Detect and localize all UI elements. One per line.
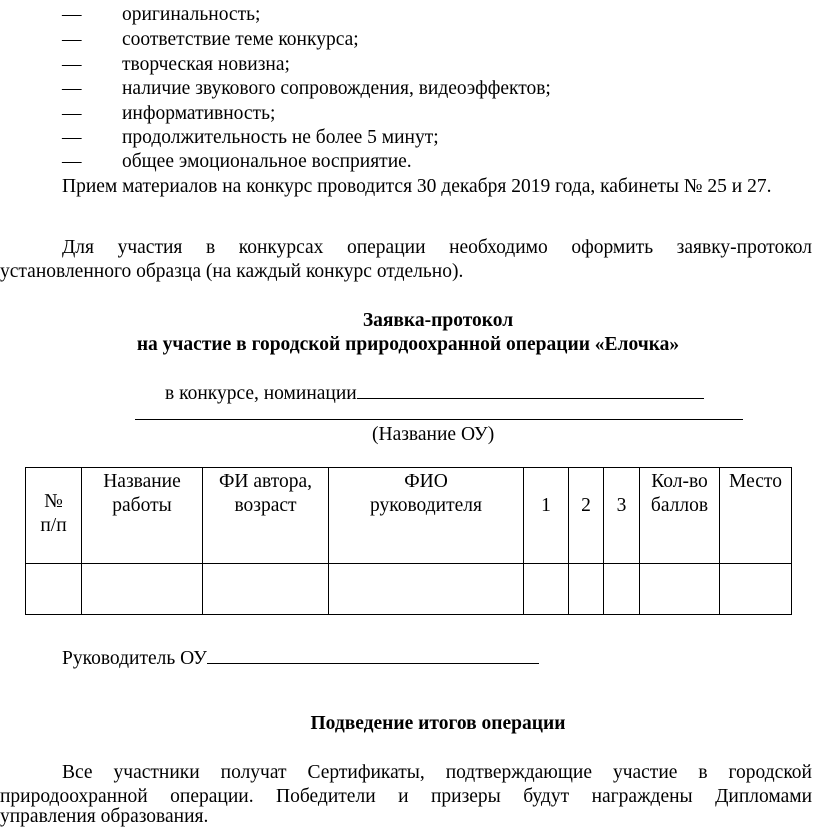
- header-place: Место: [720, 468, 792, 564]
- word: конкурсах: [238, 237, 324, 258]
- results-line-3: управления образования.: [0, 806, 209, 827]
- criteria-item: наличие звукового сопровождения, видеоэффектов;: [122, 78, 551, 99]
- participation-line-1: [62, 237, 812, 259]
- criteria-item: творческая новизна;: [122, 54, 290, 75]
- table-cell[interactable]: [203, 564, 329, 615]
- header-criterion-1: 1: [524, 468, 569, 564]
- table-row: [26, 564, 792, 615]
- criteria-dash: —: [62, 54, 82, 75]
- word: операции: [346, 237, 426, 258]
- criteria-dash: —: [62, 151, 82, 172]
- results-title: Подведение итогов операции: [310, 713, 566, 734]
- nomination-field[interactable]: [357, 380, 704, 399]
- participation-line-2: установленного образца (на каждый конкурс отдельно).: [0, 261, 464, 282]
- criteria-dash: —: [62, 78, 82, 99]
- table-cell[interactable]: [569, 564, 604, 615]
- header-num-line: №: [44, 491, 63, 512]
- criteria-item: продолжительность не более 5 минут;: [122, 127, 439, 148]
- header-leader-line: ФИО: [404, 471, 448, 492]
- header-score: [640, 468, 720, 564]
- word: операции.: [170, 786, 254, 807]
- word: в: [698, 762, 708, 783]
- word: подтверждающие: [445, 762, 592, 783]
- criteria-dash: —: [62, 4, 82, 25]
- word: будут: [523, 786, 570, 807]
- criteria-item: общее эмоциональное восприятие.: [122, 151, 412, 172]
- header-score-line: Кол-во: [651, 471, 708, 492]
- table-cell[interactable]: [524, 564, 569, 615]
- criteria-item: информативность;: [122, 103, 276, 124]
- header-leader-line: руководителя: [370, 495, 482, 516]
- table-cell[interactable]: [720, 564, 792, 615]
- leader-field[interactable]: [207, 645, 539, 664]
- criteria-dash: —: [62, 29, 82, 50]
- word: заявку-протокол: [676, 237, 813, 258]
- form-subtitle: на участие в городской природоохранной операции «Елочка»: [136, 334, 680, 355]
- criteria-item: оригинальность;: [122, 4, 261, 25]
- word: Победители: [276, 786, 376, 807]
- word: в: [205, 237, 216, 258]
- word: природоохранной: [0, 786, 148, 807]
- ou-name-field[interactable]: [135, 404, 743, 420]
- word: участники: [113, 762, 200, 783]
- header-author: [203, 468, 329, 564]
- protocol-table: [25, 467, 792, 615]
- results-line-1: [62, 762, 812, 784]
- word: участия: [117, 237, 183, 258]
- table-cell[interactable]: [82, 564, 203, 615]
- nomination-line: [165, 380, 704, 405]
- table-cell[interactable]: [604, 564, 640, 615]
- header-num-line: п/п: [40, 515, 67, 536]
- word: награждены: [591, 786, 693, 807]
- leader-label: Руководитель ОУ: [62, 648, 207, 669]
- header-criterion-3: 3: [604, 468, 640, 564]
- reception-text: Прием материалов на конкурс проводится 30 декабря 2019 года, кабинеты № 25 и 27.: [62, 176, 772, 197]
- table-header-row: [26, 468, 792, 564]
- table-cell[interactable]: [329, 564, 524, 615]
- table-cell[interactable]: [26, 564, 82, 615]
- word: получат: [220, 762, 287, 783]
- word: необходимо: [449, 237, 548, 258]
- word: городской: [728, 762, 812, 783]
- word: оформить: [571, 237, 654, 258]
- header-work-line: Название: [103, 471, 181, 492]
- results-line-2: [0, 786, 812, 808]
- word: Все: [62, 762, 93, 783]
- criteria-item: соответствие теме конкурса;: [122, 29, 359, 50]
- form-title: Заявка-протокол: [362, 310, 514, 331]
- header-work: [82, 468, 203, 564]
- criteria-dash: —: [62, 127, 82, 148]
- word: Сертификаты,: [307, 762, 425, 783]
- header-num: [26, 468, 82, 564]
- header-criterion-2: 2: [569, 468, 604, 564]
- word: призеры: [430, 786, 501, 807]
- table-cell[interactable]: [640, 564, 720, 615]
- leader-line: [62, 645, 539, 670]
- nomination-label: в конкурсе, номинации: [165, 383, 357, 404]
- criteria-dash: —: [62, 103, 82, 124]
- header-leader: [329, 468, 524, 564]
- header-score-line: баллов: [650, 495, 709, 516]
- word: и: [398, 786, 409, 807]
- header-work-line: работы: [112, 495, 172, 516]
- word: Дипломами: [715, 786, 813, 807]
- word: участие: [612, 762, 678, 783]
- ou-caption: (Название ОУ): [372, 424, 495, 445]
- header-author-line: возраст: [234, 495, 297, 516]
- header-author-line: ФИ автора,: [218, 471, 313, 492]
- word: Для: [62, 237, 95, 258]
